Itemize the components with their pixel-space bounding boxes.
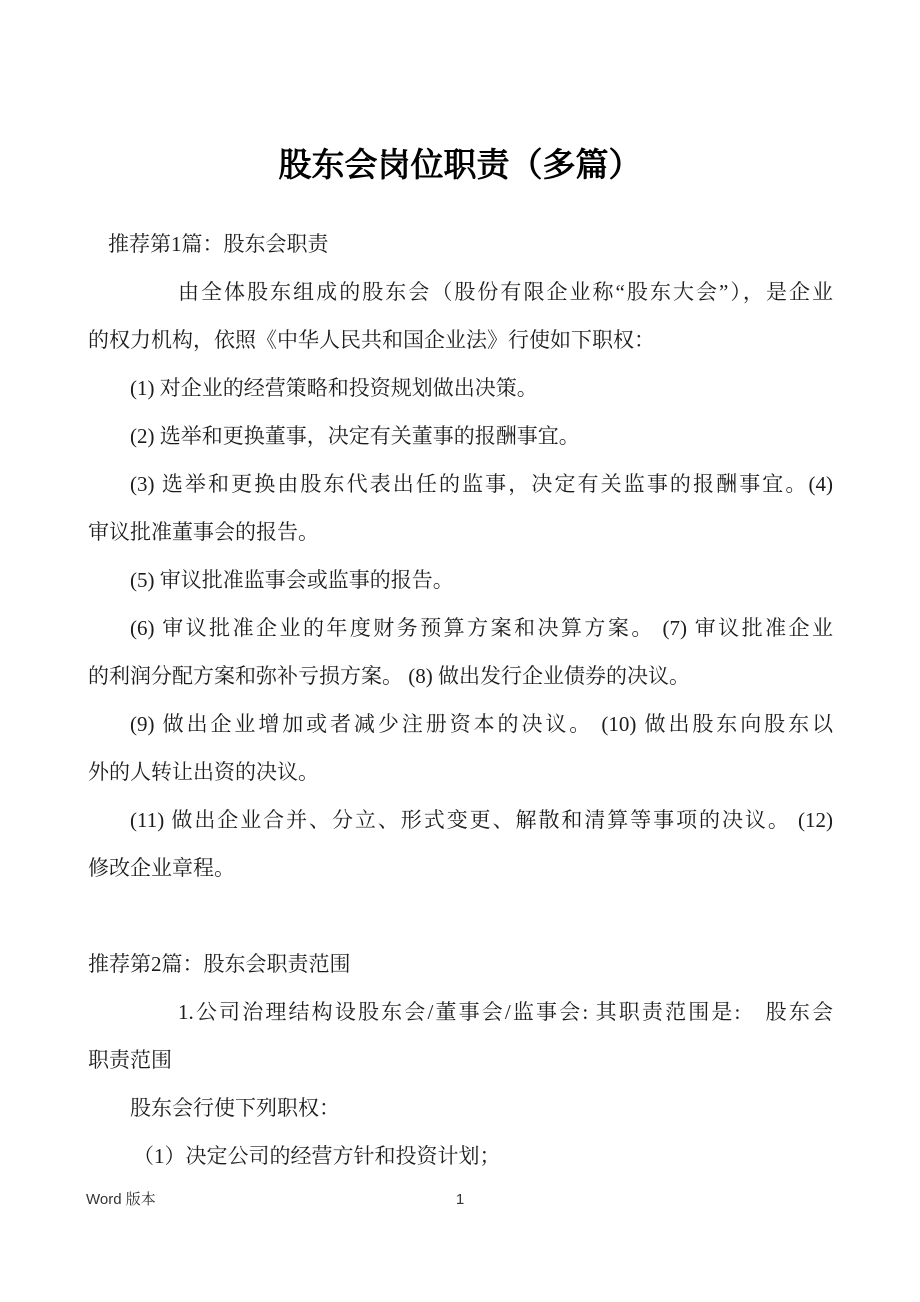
- footer-page-number: 1: [455, 1191, 465, 1208]
- text-line: 审议批准董事会的报告。: [88, 520, 319, 544]
- document-body: [88, 220, 833, 1180]
- text-line: （1）决定公司的经营方针和投资计划；: [133, 1144, 501, 1168]
- text-line: (5) 审议批准监事会或监事的报告。: [130, 568, 454, 592]
- text-line: 修改企业章程。: [88, 856, 235, 880]
- text-line: 1.公司治理结构设股东会/董事会/监事会: 其职责范围是: 股东会: [178, 1000, 833, 1024]
- text-line: (9) 做出企业增加或者减少注册资本的决议。 (10) 做出股东向股东以: [130, 712, 833, 736]
- footer-version-label: Word 版本: [86, 1191, 156, 1208]
- text-line: 推荐第2篇：股东会职责范围: [88, 952, 351, 976]
- text-line: (6) 审议批准企业的年度财务预算方案和决算方案。 (7) 审议批准企业: [130, 616, 833, 640]
- blank-line: [88, 892, 833, 940]
- text-line: (11) 做出企业合并、分立、形式变更、解散和清算等事项的决议。 (12): [130, 808, 833, 832]
- text-line: (1) 对企业的经营策略和投资规划做出决策。: [130, 376, 538, 400]
- text-line: 股东会行使下列职权：: [130, 1096, 340, 1120]
- page-footer: [0, 1186, 920, 1214]
- text-line: 的权力机构，依照《中华人民共和国企业法》行使如下职权：: [88, 328, 655, 352]
- text-line: (2) 选举和更换董事，决定有关董事的报酬事宜。: [130, 424, 580, 448]
- text-line: 的利润分配方案和弥补亏损方案。 (8) 做出发行企业债券的决议。: [88, 664, 690, 688]
- document-title: 股东会岗位职责（多篇）: [278, 146, 642, 183]
- text-line: 外的人转让出资的决议。: [88, 760, 319, 784]
- text-line: 职责范围: [88, 1048, 172, 1072]
- text-line: 由全体股东组成的股东会（股份有限企业称“股东大会”），是企业: [178, 280, 833, 304]
- text-line: (3) 选举和更换由股东代表出任的监事，决定有关监事的报酬事宜。(4): [130, 472, 833, 496]
- text-line: 推荐第1篇：股东会职责: [108, 232, 329, 256]
